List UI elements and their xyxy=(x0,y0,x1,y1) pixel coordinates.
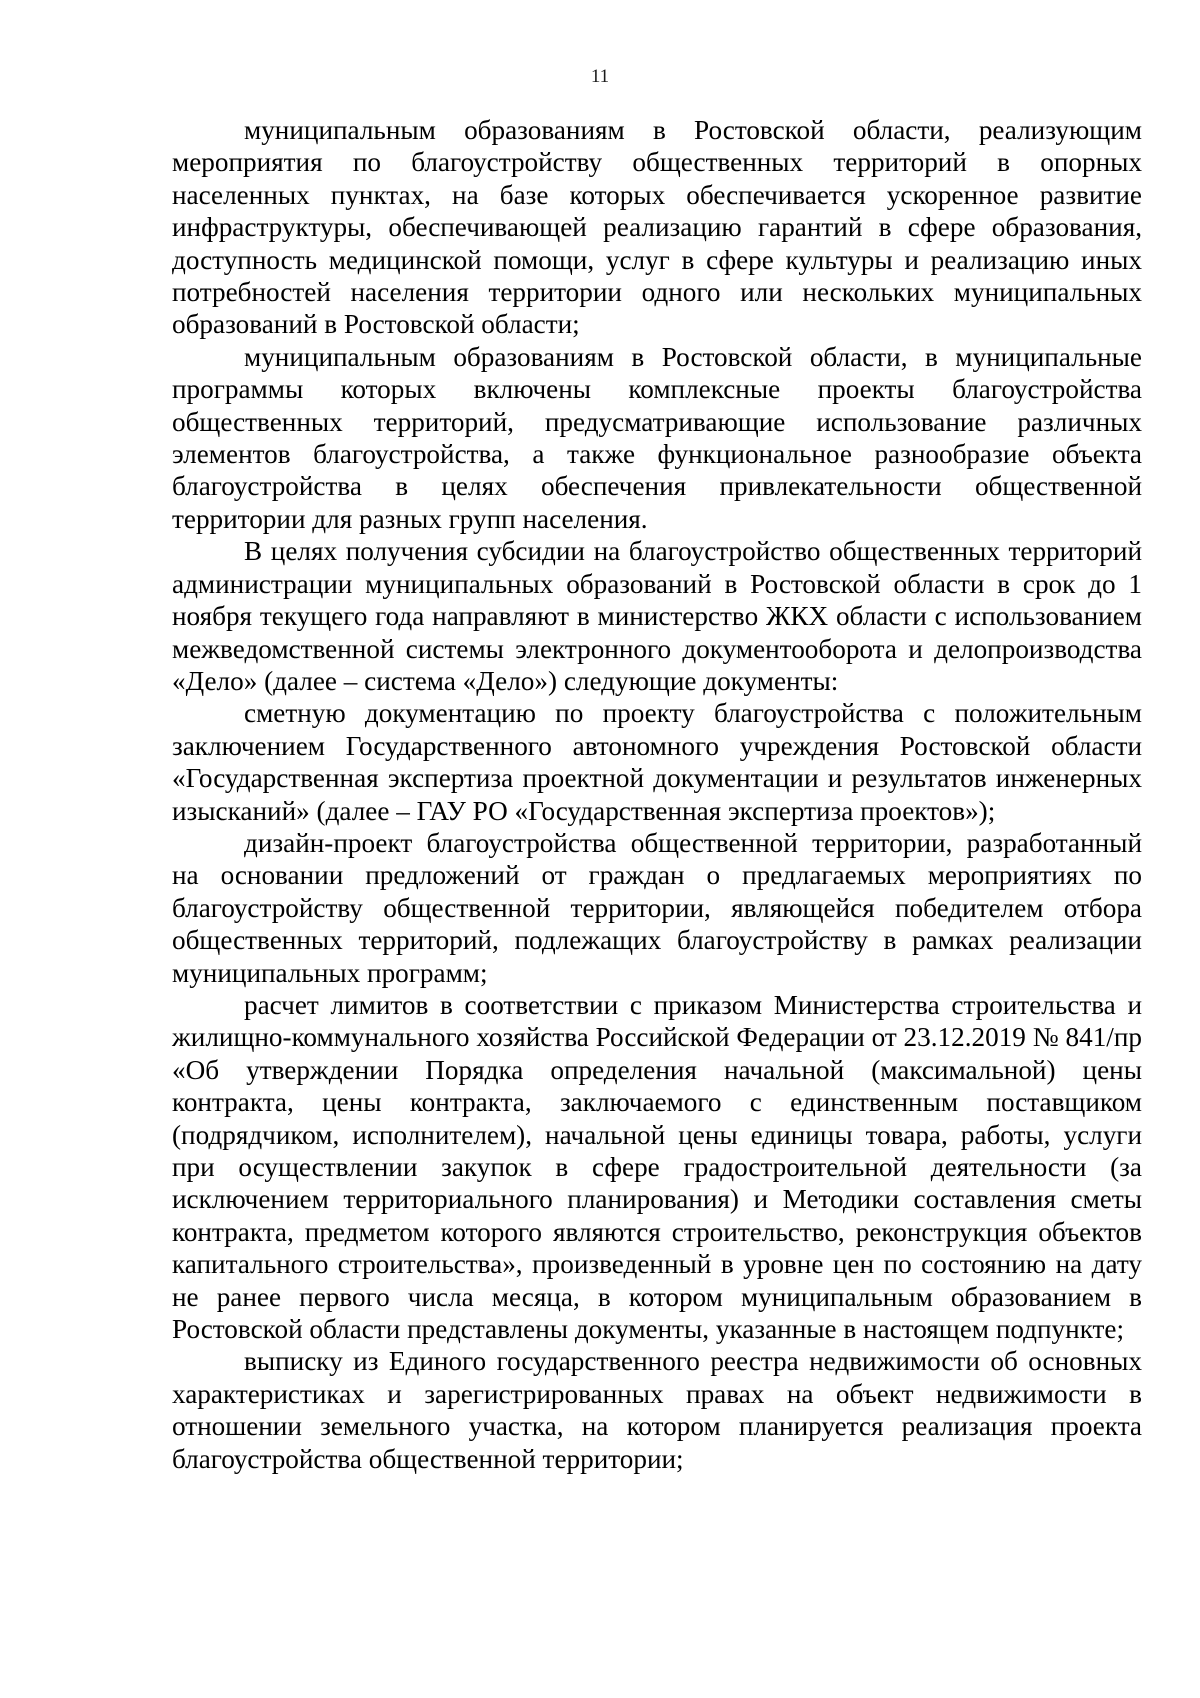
paragraph-subsidy-documents-submission: В целях получения субсидии на благоустройство общественных территорий администрации муниципальных образований в Ростовской области в срок до 1 ноября текущего года направляют в министерство ЖКХ области с использованием межведомственной системы электронного документооборота и делопроизводства «Дело» (далее – система «Дело») следующие документы: xyxy=(172,536,1142,696)
paragraph-limits-calculation: расчет лимитов в соответствии с приказом Министерства строительства и жилищно-коммунального хозяйства Российской Федерации от 23.12.2019 № 841/пр «Об утверждении Порядка определения начальной (максимальной) цены контракта, цены контракта, заключаемого с единственным поставщиком (подрядчиком, исполнителем), начальной цены единицы товара, работы, услуги при осуществлении закупок в сфере градостроительной деятельности (за исключением территориального планирования) и Методики составления сметы контракта, предметом которого являются строительство, реконструкция объектов капитального строительства», произведенный в уровне цен по состоянию на дату не ранее первого числа месяца, в котором муниципальным образованием в Ростовской области представлены документы, указанные в настоящем подпункте; xyxy=(172,989,1142,1345)
paragraph-design-project: дизайн-проект благоустройства общественной территории, разработанный на основании предложений от граждан о предлагаемых мероприятиях по благоустройству общественной территории, являющейся победителем отбора общественных территорий, подлежащих благоустройству в рамках реализации муниципальных программ; xyxy=(172,827,1142,988)
document-body xyxy=(172,114,1142,1475)
paragraph-estimate-documentation: сметную документацию по проекту благоустройства с положительным заключением Государственного автономного учреждения Ростовской области «Государственная экспертиза проектной документации и результатов инженерных изысканий» (далее – ГАУ РО «Государственная экспертиза проектов»); xyxy=(172,698,1142,826)
paragraph-municipalities-complex-projects: муниципальным образованиям в Ростовской области, в муниципальные программы которых включены комплексные проекты благоустройства общественных территорий, предусматривающие использование различных элементов благоустройства, а также функциональное разнообразие объекта благоустройства в целях обеспечения привлекательности общественной территории для разных групп населения. xyxy=(172,341,1142,534)
paragraph-real-estate-registry-extract: выписку из Единого государственного реестра недвижимости об основных характеристиках и зарегистрированных правах на объект недвижимости в отношении земельного участка, на котором планируется реализация проекта благоустройства общественной территории; xyxy=(172,1346,1142,1474)
page-number: 11 xyxy=(590,66,610,87)
paragraph-municipalities-support-centers: муниципальным образованиям в Ростовской области, реализующим мероприятия по благоустройству общественных территорий в опорных населенных пунктах, на базе которых обеспечивается ускоренное развитие инфраструктуры, обеспечивающей реализацию гарантий в сфере образования, доступность медицинской помощи, услуг в сфере культуры и реализацию иных потребностей населения территории одного или нескольких муниципальных образований в Ростовской области; xyxy=(172,115,1142,340)
